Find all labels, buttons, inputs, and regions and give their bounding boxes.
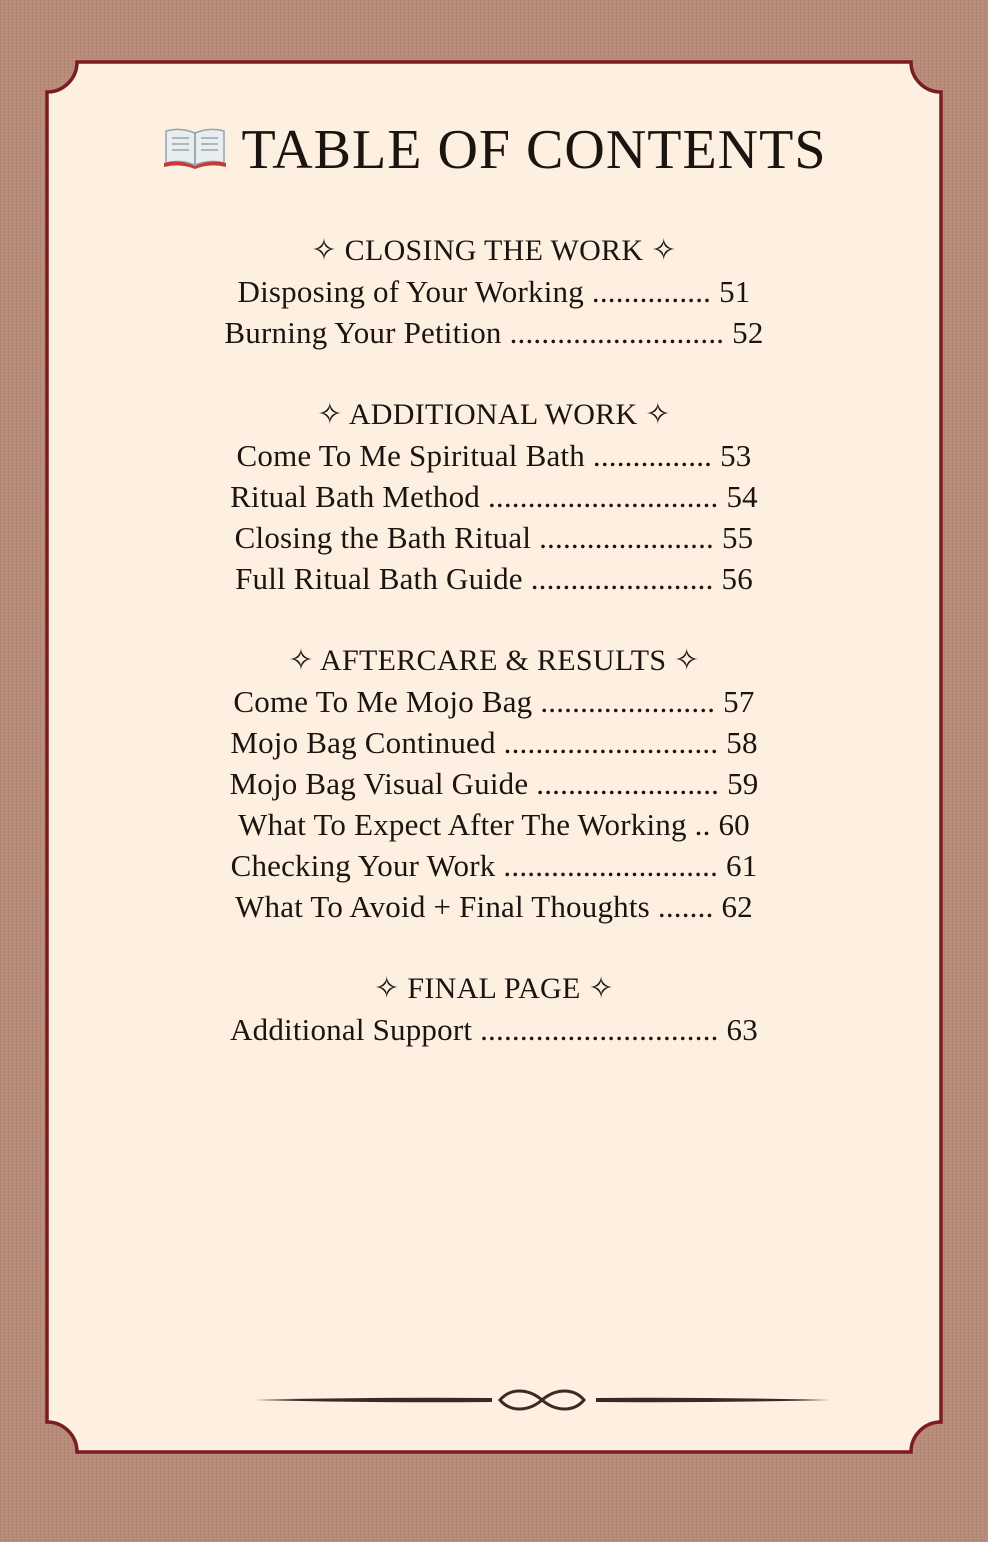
toc-entry: Closing the Bath Ritual ...................... 55 xyxy=(234,520,754,555)
section-heading: ✧ CLOSING THE WORK ✧ xyxy=(311,234,677,267)
section-heading: ✧ FINAL PAGE ✧ xyxy=(374,972,614,1005)
toc-entry: Checking Your Work ........................... 61 xyxy=(230,848,758,883)
toc-entry: Come To Me Spiritual Bath ............... 53 xyxy=(236,438,752,473)
toc-entry: Ritual Bath Method ............................. 54 xyxy=(230,479,758,514)
page-title xyxy=(47,118,941,187)
toc-entry: What To Avoid + Final Thoughts ....... 62 xyxy=(235,889,753,924)
open-book-icon xyxy=(162,119,228,183)
toc-entry: Additional Support .............................. 63 xyxy=(230,1012,758,1047)
section-heading: ✧ AFTERCARE & RESULTS ✧ xyxy=(288,644,700,677)
toc-section xyxy=(47,230,941,353)
table-of-contents xyxy=(47,230,941,1091)
toc-entry: What To Expect After The Working .. 60 xyxy=(238,807,750,842)
title-text: TABLE OF CONTENTS xyxy=(241,119,827,181)
toc-entry: Mojo Bag Visual Guide ....................... 59 xyxy=(229,766,759,801)
toc-entry: Come To Me Mojo Bag ...................... 57 xyxy=(233,684,755,719)
toc-entry: Full Ritual Bath Guide ....................... 56 xyxy=(235,561,753,596)
ornamental-divider-icon xyxy=(252,1380,832,1420)
toc-entry: Burning Your Petition ........................... 52 xyxy=(224,315,764,350)
toc-section xyxy=(47,640,941,927)
toc-section xyxy=(47,968,941,1050)
page-content xyxy=(47,62,941,1452)
section-heading: ✧ ADDITIONAL WORK ✧ xyxy=(317,398,671,431)
toc-section xyxy=(47,394,941,599)
toc-entry: Disposing of Your Working ............... 51 xyxy=(237,274,751,309)
toc-entry: Mojo Bag Continued ........................... 58 xyxy=(230,725,758,760)
